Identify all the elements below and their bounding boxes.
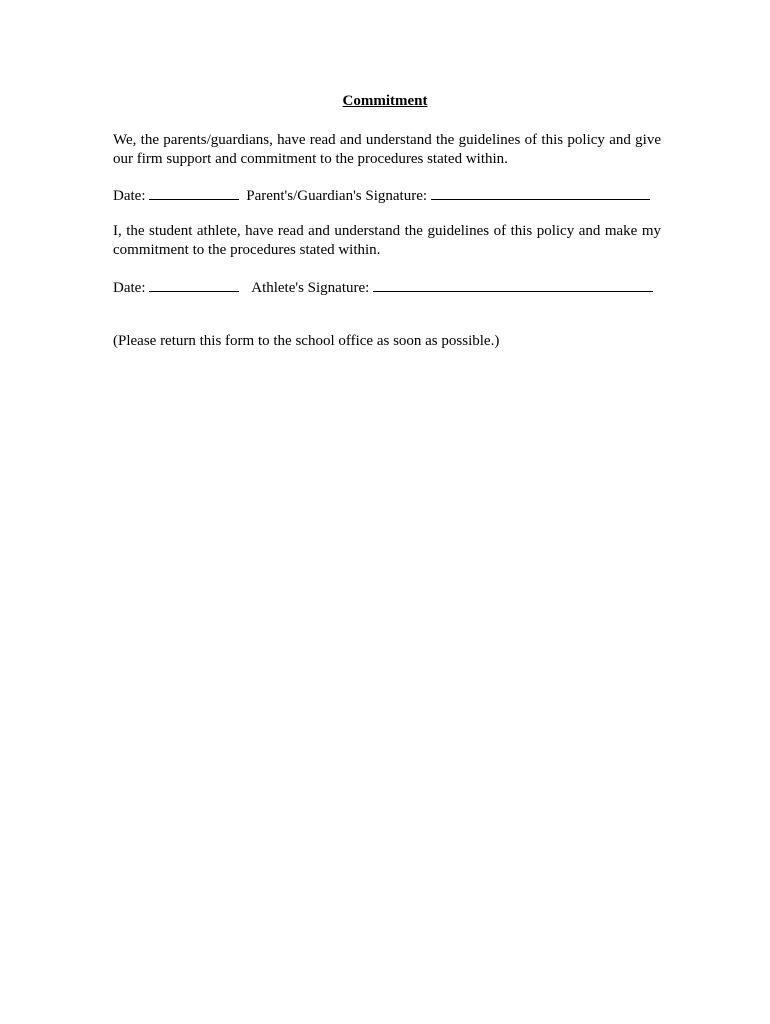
parent-date-field[interactable] xyxy=(149,185,239,200)
parent-signature-label: Parent's/Guardian's Signature: xyxy=(246,188,428,204)
athlete-signature-label: Athlete's Signature: xyxy=(251,280,370,296)
parent-statement: We, the parents/guardians, have read and understand the guidelines of this policy and give our firm support and commitment to the procedures stated within. xyxy=(113,132,661,167)
athlete-signature-line xyxy=(113,277,653,298)
return-note: (Please return this form to the school office as soon as possible.) xyxy=(113,333,500,349)
parent-date-label: Date: xyxy=(113,188,146,204)
athlete-date-label: Date: xyxy=(113,280,146,296)
athlete-signature-field[interactable] xyxy=(373,277,653,292)
athlete-date-field[interactable] xyxy=(149,277,239,292)
parent-signature-line xyxy=(113,185,650,206)
athlete-statement: I, the student athlete, have read and understand the guidelines of this policy and make my commitment to the procedures stated within. xyxy=(113,223,661,258)
document-title: Commitment xyxy=(342,93,428,109)
parent-signature-field[interactable] xyxy=(431,185,650,200)
